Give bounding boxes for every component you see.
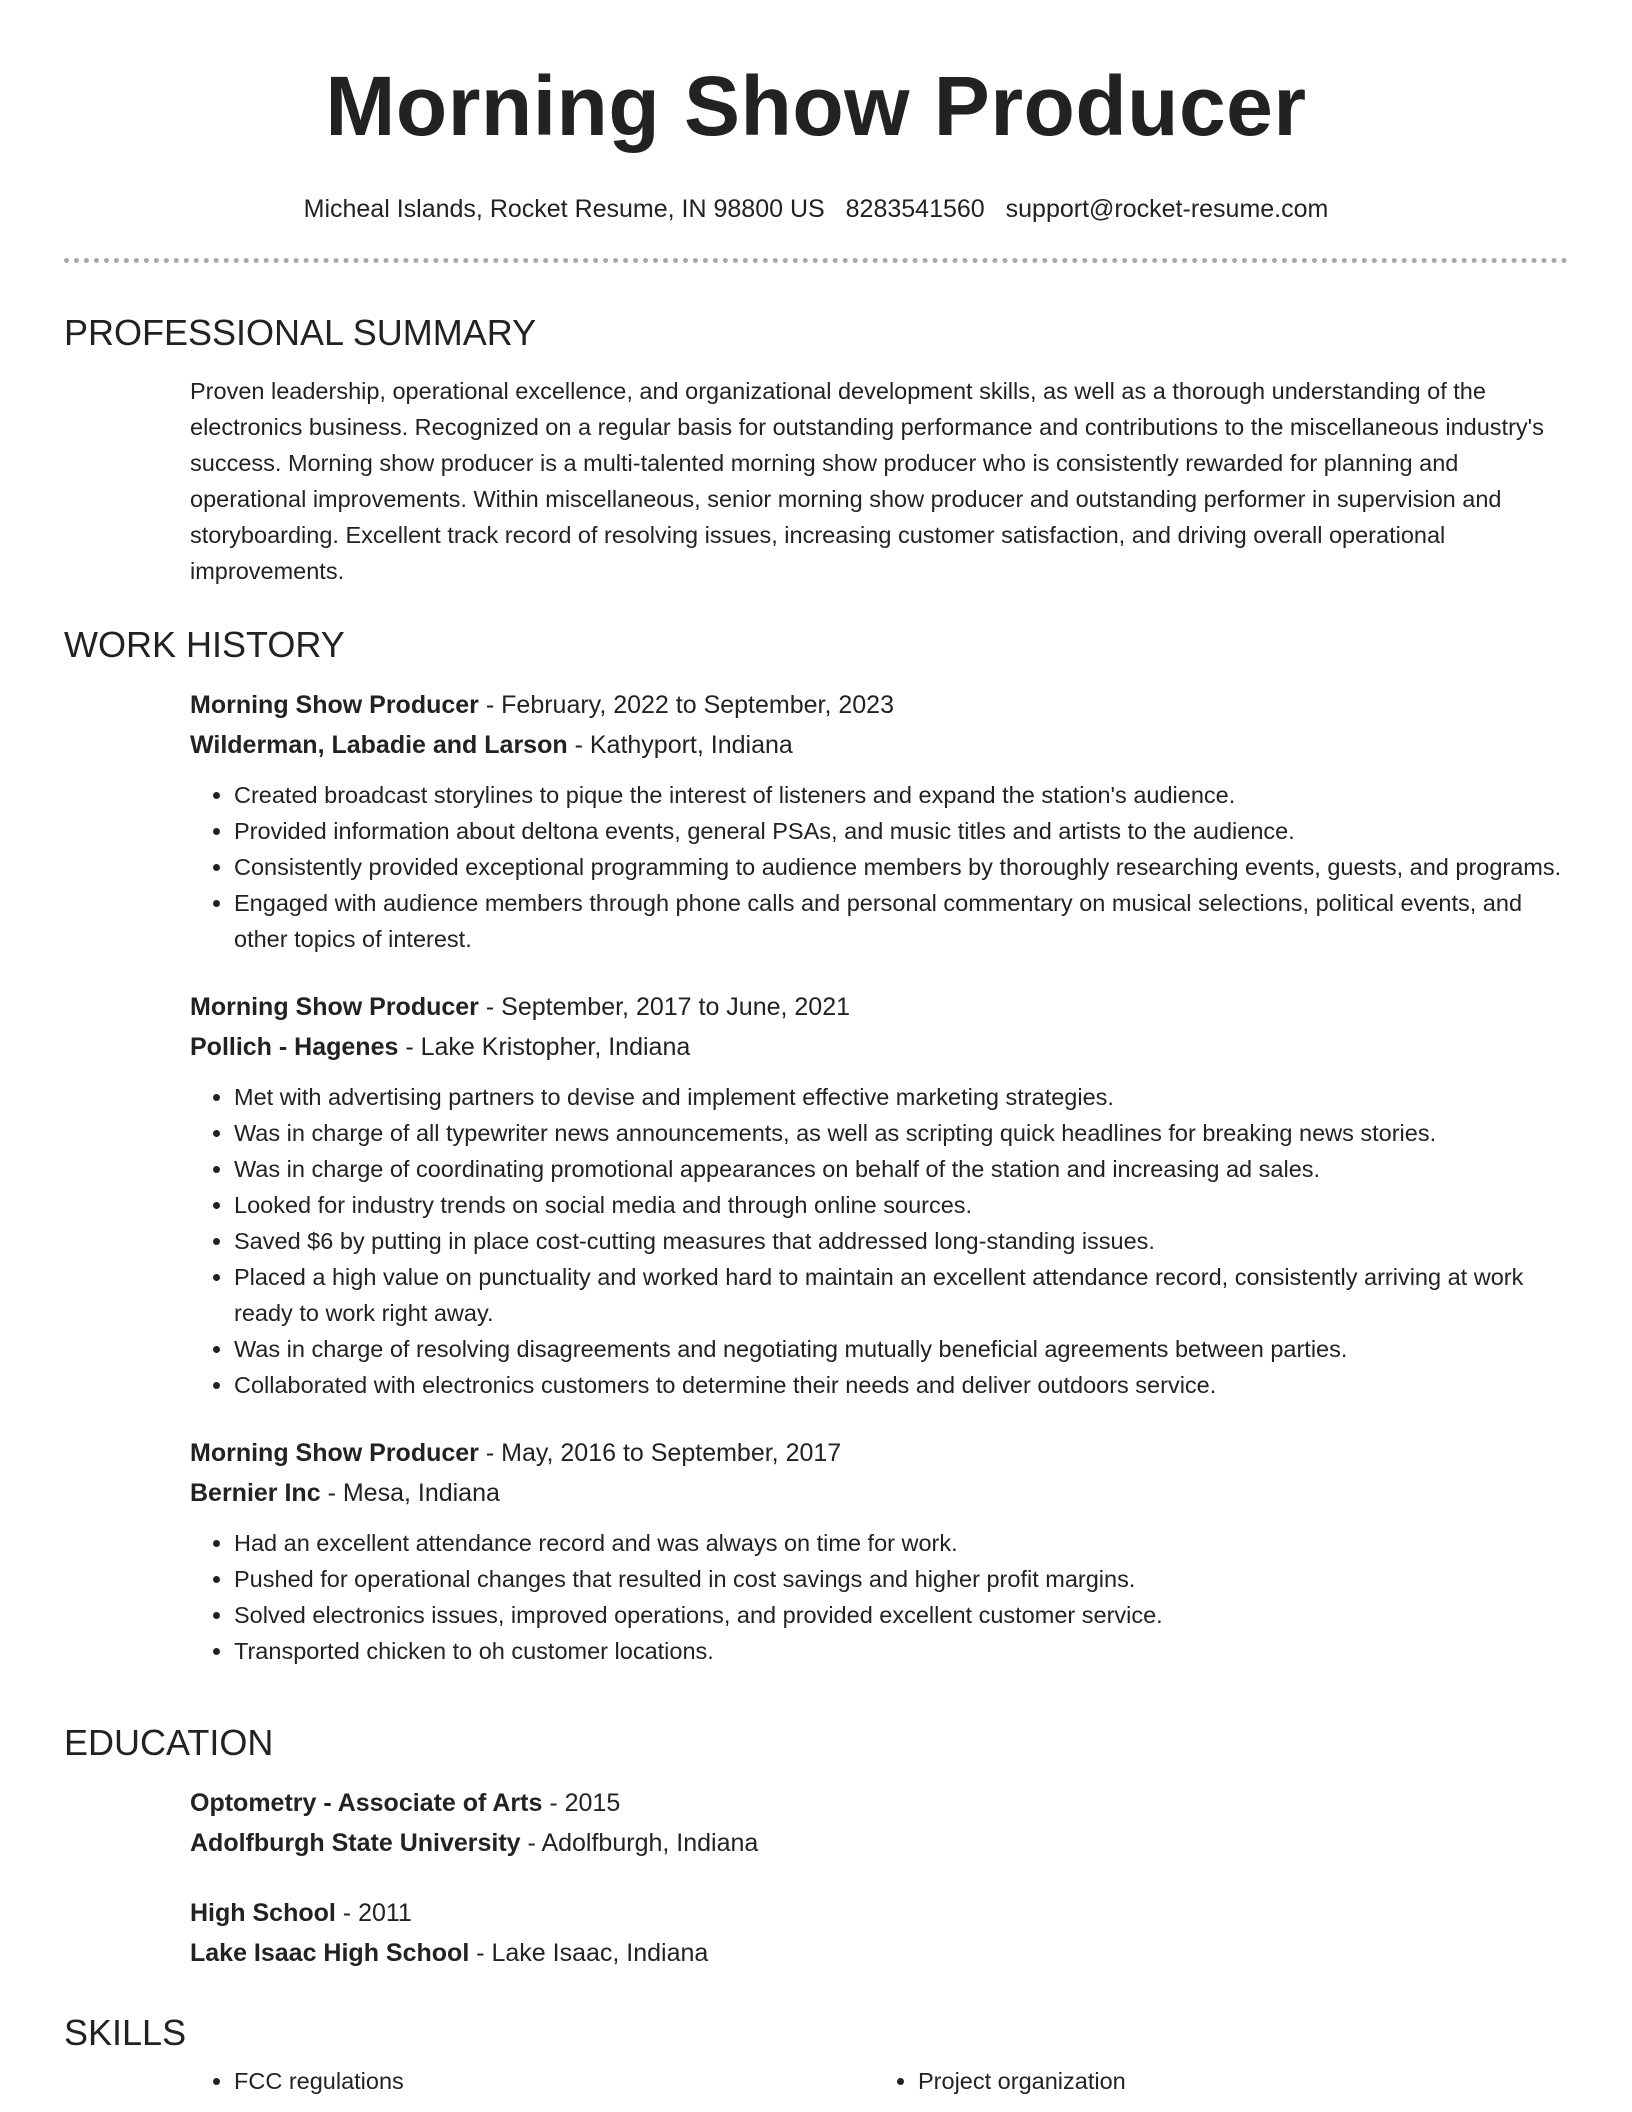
- contact-line: [0, 192, 1632, 226]
- job-bullet: • Transported chicken to oh customer locations.: [234, 1633, 1568, 1669]
- resume-name: Morning Show Producer: [325, 59, 1307, 153]
- contact-address: Micheal Islands, Rocket Resume, IN 98800 US: [303, 195, 825, 223]
- job-bullet: • Was in charge of all typewriter news announcements, as well as scripting quick headlines for breaking news stories.: [234, 1115, 1568, 1151]
- job-location: Lake Kristopher, Indiana: [420, 1033, 691, 1061]
- skills-grid: [190, 2063, 1568, 2099]
- job-location: Mesa, Indiana: [342, 1479, 500, 1507]
- education-school: Adolfburgh State University: [190, 1829, 521, 1857]
- job-bullet: • Consistently provided exceptional programming to audience members by thoroughly researching events, guests, and programs.: [234, 849, 1568, 885]
- job-company-line: Wilderman, Labadie and Larson - Kathyport, Indiana: [190, 731, 793, 759]
- job-bullet: • Was in charge of resolving disagreements and negotiating mutually beneficial agreements between parties.: [234, 1331, 1568, 1367]
- summary-title: PROFESSIONAL SUMMARY: [64, 312, 537, 353]
- job-bullet: • Looked for industry trends on social media and through online sources.: [234, 1187, 1568, 1223]
- job-company: Bernier Inc: [190, 1479, 321, 1507]
- education-year: 2011: [358, 1899, 412, 1927]
- job-bullet: • Provided information about deltona events, general PSAs, and music titles and artists to the audience.: [234, 813, 1568, 849]
- job-bullet: • Solved electronics issues, improved operations, and provided excellent customer service.: [234, 1597, 1568, 1633]
- education-school-line: Lake Isaac High School - Lake Isaac, Indiana: [190, 1939, 709, 1967]
- summary-section: [64, 263, 1568, 589]
- job-role: Morning Show Producer: [190, 691, 479, 719]
- contact-email[interactable]: support@rocket-resume.com: [1005, 195, 1329, 223]
- job-bullet: • Pushed for operational changes that resulted in cost savings and higher profit margins.: [234, 1561, 1568, 1597]
- job-dates: February, 2022 to September, 2023: [501, 691, 894, 719]
- education-year: 2015: [564, 1789, 621, 1817]
- skills-column-left: [190, 2063, 874, 2099]
- summary-text: Proven leadership, operational excellence, and organizational development skills, as well as a thorough understanding of the electronics business. Recognized on a regular basis for outstanding performance and contributions to the miscellaneous industry's success. Morning show producer is a multi-talented morning show producer who is consistently rewarded for planning and operational improvements. Within miscellaneous, senior morning show producer and outstanding performer in supervision and storyboarding. Excellent track record of resolving issues, increasing customer satisfaction, and driving overall operational improvements.: [190, 378, 1544, 584]
- job-bullets: [190, 1079, 1568, 1403]
- education-degree-line: Optometry - Associate of Arts - 2015: [190, 1789, 621, 1817]
- job-role-line: Morning Show Producer - May, 2016 to September, 2017: [190, 1439, 842, 1467]
- job-entry: [190, 685, 1568, 957]
- job-role: Morning Show Producer: [190, 1439, 479, 1467]
- skills-section: [64, 2003, 1568, 2099]
- job-bullet: • Had an excellent attendance record and was always on time for work.: [234, 1525, 1568, 1561]
- job-company-line: Pollich - Hagenes - Lake Kristopher, Indiana: [190, 1033, 691, 1061]
- skills-column-right: [874, 2063, 1558, 2099]
- work-history-title: WORK HISTORY: [64, 624, 345, 665]
- job-entry: [190, 1433, 1568, 1669]
- job-role-line: Morning Show Producer - February, 2022 to September, 2023: [190, 691, 894, 719]
- job-bullet: • Saved $6 by putting in place cost-cutting measures that addressed long-standing issues.: [234, 1223, 1568, 1259]
- education-entry: [190, 1893, 1568, 1973]
- education-school: Lake Isaac High School: [190, 1939, 470, 1967]
- job-company: Wilderman, Labadie and Larson: [190, 731, 568, 759]
- education-location: Adolfburgh, Indiana: [541, 1829, 759, 1857]
- work-history-section: [64, 589, 1568, 1669]
- education-school-line: Adolfburgh State University - Adolfburgh, Indiana: [190, 1829, 759, 1857]
- skill-item: • Project organization: [918, 2063, 1558, 2099]
- job-role: Morning Show Producer: [190, 993, 479, 1021]
- job-bullet: • Was in charge of coordinating promotional appearances on behalf of the station and increasing ad sales.: [234, 1151, 1568, 1187]
- job-company: Pollich - Hagenes: [190, 1033, 399, 1061]
- job-bullets: [190, 1525, 1568, 1669]
- job-bullet: • Created broadcast storylines to pique the interest of listeners and expand the station's audience.: [234, 777, 1568, 813]
- job-company-line: Bernier Inc - Mesa, Indiana: [190, 1479, 500, 1507]
- education-title: EDUCATION: [64, 1722, 274, 1763]
- skills-title: SKILLS: [64, 2012, 187, 2053]
- job-bullet: • Collaborated with electronics customers to determine their needs and deliver outdoors service.: [234, 1367, 1568, 1403]
- education-section: [64, 1699, 1568, 1973]
- job-bullets: [190, 777, 1568, 957]
- education-degree: High School: [190, 1899, 336, 1927]
- education-degree: Optometry - Associate of Arts: [190, 1789, 543, 1817]
- education-degree-line: High School - 2011: [190, 1899, 412, 1927]
- job-role-line: Morning Show Producer - September, 2017 to June, 2021: [190, 993, 851, 1021]
- job-bullet: • Engaged with audience members through phone calls and personal commentary on musical selections, political events, and other topics of interest.: [234, 885, 1568, 957]
- contact-phone: 8283541560: [845, 195, 985, 223]
- job-dates: September, 2017 to June, 2021: [501, 993, 851, 1021]
- job-bullet: • Met with advertising partners to devise and implement effective marketing strategies.: [234, 1079, 1568, 1115]
- job-location: Kathyport, Indiana: [589, 731, 793, 759]
- education-entry: [190, 1783, 1568, 1863]
- job-bullet: • Placed a high value on punctuality and worked hard to maintain an excellent attendance record, consistently arriving at work ready to work right away.: [234, 1259, 1568, 1331]
- resume-header: [0, 0, 1632, 226]
- job-dates: May, 2016 to September, 2017: [501, 1439, 842, 1467]
- skill-item: • FCC regulations: [234, 2063, 874, 2099]
- job-entry: [190, 987, 1568, 1403]
- education-location: Lake Isaac, Indiana: [491, 1939, 709, 1967]
